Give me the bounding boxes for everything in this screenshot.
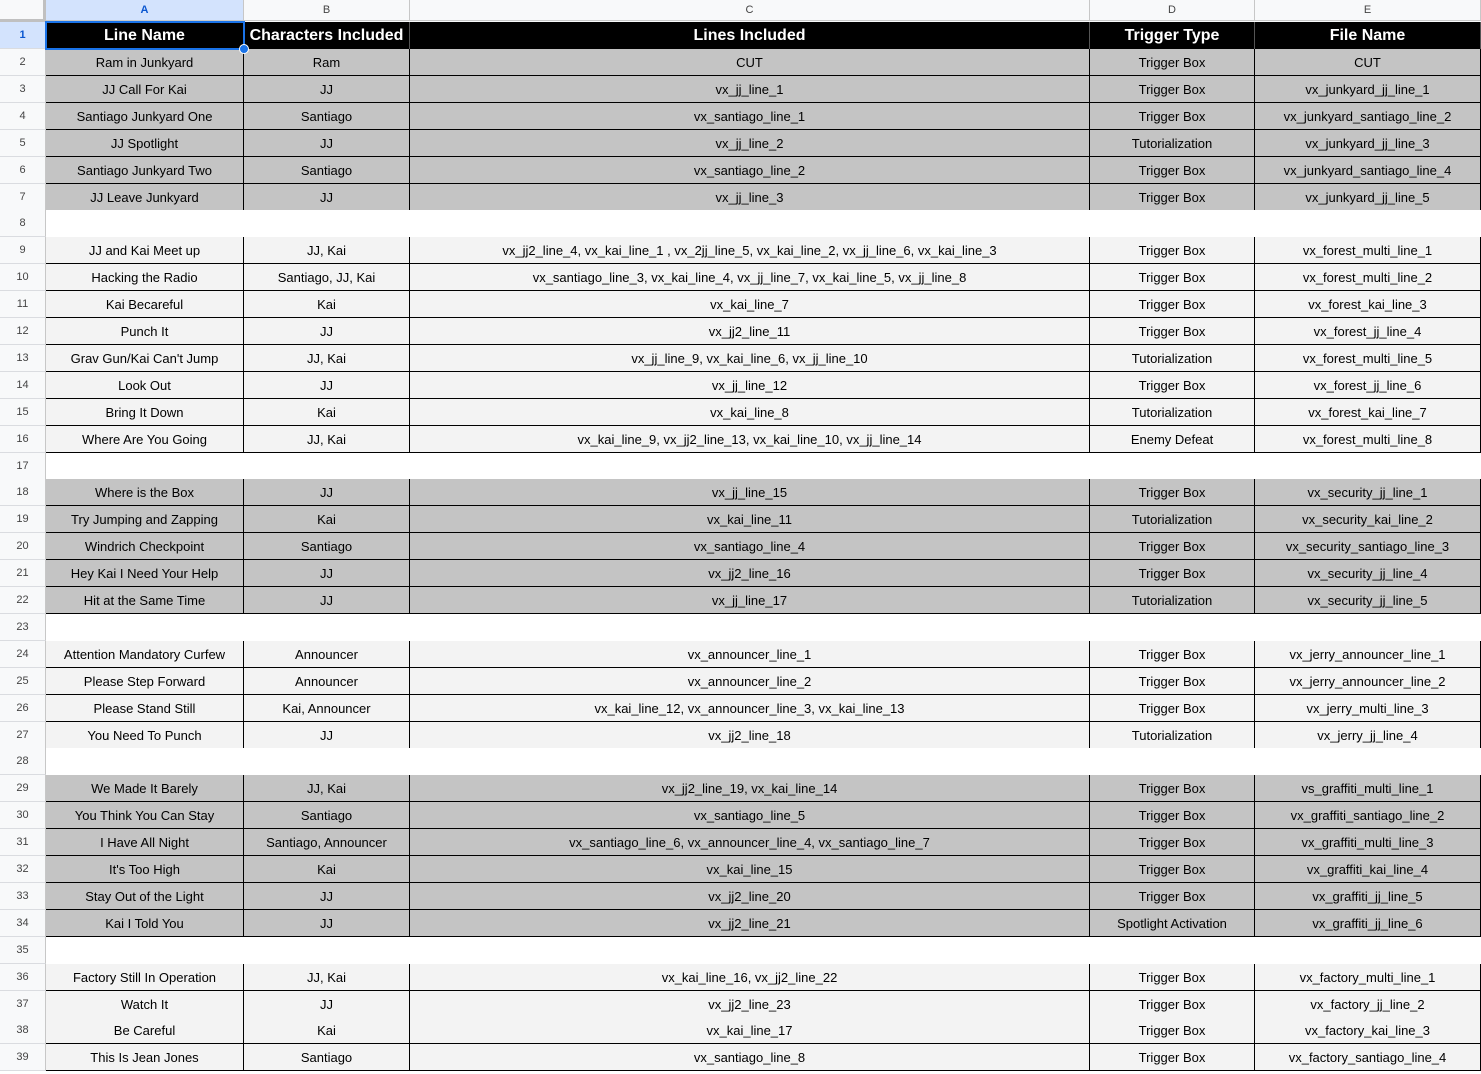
cell-line-name[interactable]: Watch It	[46, 991, 244, 1018]
cell-line-name[interactable]: JJ Call For Kai	[46, 76, 244, 103]
row-number[interactable]: 4	[0, 103, 46, 130]
table-row	[0, 668, 1481, 695]
row-number[interactable]: 2	[0, 49, 46, 76]
cell-characters-included[interactable]: JJ	[244, 76, 410, 103]
row-number[interactable]: 29	[0, 775, 46, 802]
cell-lines-included[interactable]: vx_jj2_line_18	[410, 722, 1090, 749]
cell-characters-included[interactable]: JJ	[244, 318, 410, 345]
cell-lines-included[interactable]: vx_announcer_line_1	[410, 641, 1090, 668]
cell-trigger-type[interactable]	[1090, 210, 1255, 237]
cell-file-name[interactable]: vx_junkyard_jj_line_3	[1255, 130, 1481, 157]
cell-file-name[interactable]: vx_jerry_multi_line_3	[1255, 695, 1481, 722]
cell-trigger-type[interactable]: Trigger Box	[1090, 641, 1255, 668]
column-header-e[interactable]: E	[1255, 0, 1481, 21]
row-number[interactable]: 27	[0, 722, 46, 749]
cell-trigger-type[interactable]: Trigger Box	[1090, 1017, 1255, 1044]
cell-line-name[interactable]: You Need To Punch	[46, 722, 244, 749]
header-row	[0, 22, 1481, 49]
row-number[interactable]: 32	[0, 856, 46, 883]
cell-trigger-type[interactable]: Trigger Box	[1090, 184, 1255, 211]
cell-characters-included[interactable]: Kai	[244, 506, 410, 533]
cell-trigger-type[interactable]: Trigger Box	[1090, 76, 1255, 103]
table-row	[0, 775, 1481, 802]
cell-file-name[interactable]: vs_graffiti_multi_line_1	[1255, 775, 1481, 802]
cell-lines-included[interactable]: vx_kai_line_15	[410, 856, 1090, 883]
cell-lines-included[interactable]: vx_jj_line_1	[410, 76, 1090, 103]
cell-line-name[interactable]: Kai I Told You	[46, 910, 244, 937]
cell-lines-included[interactable]: vx_jj2_line_19, vx_kai_line_14	[410, 775, 1090, 802]
cell-file-name[interactable]: vx_jerry_jj_line_4	[1255, 722, 1481, 749]
cell-file-name[interactable]: vx_junkyard_santiago_line_4	[1255, 157, 1481, 184]
cell-trigger-type[interactable]: Trigger Box	[1090, 291, 1255, 318]
cell-characters-included[interactable]: Kai	[244, 1017, 410, 1044]
table-row	[0, 479, 1481, 506]
cell-characters-included[interactable]	[244, 614, 410, 641]
cell-lines-included[interactable]	[410, 748, 1090, 775]
cell-characters-included[interactable]	[244, 748, 410, 775]
cell-trigger-type[interactable]	[1090, 748, 1255, 775]
select-all-corner[interactable]	[0, 0, 46, 22]
cell-trigger-type[interactable]: Trigger Box	[1090, 964, 1255, 991]
table-row	[0, 291, 1481, 318]
cell-file-name[interactable]: vx_factory_jj_line_2	[1255, 991, 1481, 1018]
cell-file-name[interactable]: vx_security_santiago_line_3	[1255, 533, 1481, 560]
row-number[interactable]: 1	[0, 22, 46, 49]
blank-row	[0, 453, 1481, 480]
cell-characters-included[interactable]: JJ, Kai	[244, 964, 410, 991]
cell-file-name[interactable]: vx_factory_multi_line_1	[1255, 964, 1481, 991]
row-number[interactable]: 22	[0, 587, 46, 614]
header-file-name[interactable]: File Name	[1255, 22, 1481, 49]
cell-line-name[interactable]: Kai Becareful	[46, 291, 244, 318]
table-row	[0, 560, 1481, 587]
table-row	[0, 318, 1481, 345]
cell-file-name[interactable]: vx_security_jj_line_5	[1255, 587, 1481, 614]
cell-line-name[interactable]: Where is the Box	[46, 479, 244, 506]
cell-lines-included[interactable]: vx_kai_line_16, vx_jj2_line_22	[410, 964, 1090, 991]
cell-file-name[interactable]: vx_forest_jj_line_4	[1255, 318, 1481, 345]
cell-lines-included[interactable]: vx_santiago_line_1	[410, 103, 1090, 130]
cell-lines-included[interactable]: CUT	[410, 49, 1090, 76]
cell-line-name[interactable]: Look Out	[46, 372, 244, 399]
blank-row	[0, 614, 1481, 641]
cell-line-name[interactable]: Please Stand Still	[46, 695, 244, 722]
table-row	[0, 506, 1481, 533]
cell-line-name[interactable]	[46, 453, 244, 480]
cell-lines-included[interactable]: vx_kai_line_8	[410, 399, 1090, 426]
row-number[interactable]: 30	[0, 802, 46, 829]
table-row	[0, 130, 1481, 157]
cell-trigger-type[interactable]: Trigger Box	[1090, 237, 1255, 264]
table-row	[0, 76, 1481, 103]
cell-characters-included[interactable]: Santiago	[244, 533, 410, 560]
table-row	[0, 991, 1481, 1018]
cell-trigger-type[interactable]: Trigger Box	[1090, 856, 1255, 883]
table-row	[0, 157, 1481, 184]
cell-line-name[interactable]: Attention Mandatory Curfew	[46, 641, 244, 668]
table-row	[0, 426, 1481, 453]
cell-characters-included[interactable]: Santiago	[244, 802, 410, 829]
cell-characters-included[interactable]	[244, 937, 410, 964]
cell-line-name[interactable]: Be Careful	[46, 1017, 244, 1044]
cell-line-name[interactable]	[46, 937, 244, 964]
row-number[interactable]: 17	[0, 453, 46, 480]
cell-line-name[interactable]: It's Too High	[46, 856, 244, 883]
blank-row	[0, 937, 1481, 964]
table-row	[0, 695, 1481, 722]
cell-line-name[interactable]: Please Step Forward	[46, 668, 244, 695]
cell-file-name[interactable]: vx_forest_multi_line_8	[1255, 426, 1481, 453]
cell-characters-included[interactable]: JJ, Kai	[244, 426, 410, 453]
row-number[interactable]: 16	[0, 426, 46, 453]
cell-characters-included[interactable]: JJ	[244, 587, 410, 614]
cell-file-name[interactable]: vx_forest_multi_line_2	[1255, 264, 1481, 291]
table-row	[0, 829, 1481, 856]
cell-trigger-type[interactable]: Trigger Box	[1090, 103, 1255, 130]
cell-file-name[interactable]: vx_forest_jj_line_6	[1255, 372, 1481, 399]
table-row	[0, 184, 1481, 211]
row-number[interactable]: 15	[0, 399, 46, 426]
cell-characters-included[interactable]: JJ, Kai	[244, 775, 410, 802]
cell-line-name[interactable]: Punch It	[46, 318, 244, 345]
table-row	[0, 722, 1481, 749]
cell-lines-included[interactable]: vx_jj_line_3	[410, 184, 1090, 211]
cell-trigger-type[interactable]: Trigger Box	[1090, 991, 1255, 1018]
cell-lines-included[interactable]: vx_kai_line_7	[410, 291, 1090, 318]
cell-characters-included[interactable]: JJ, Kai	[244, 345, 410, 372]
row-number[interactable]: 20	[0, 533, 46, 560]
cell-lines-included[interactable]	[410, 937, 1090, 964]
cell-lines-included[interactable]: vx_jj_line_17	[410, 587, 1090, 614]
cell-file-name[interactable]: vx_security_kai_line_2	[1255, 506, 1481, 533]
cell-lines-included[interactable]: vx_jj_line_15	[410, 479, 1090, 506]
cell-lines-included[interactable]	[410, 453, 1090, 480]
row-number[interactable]: 38	[0, 1017, 46, 1044]
table-row	[0, 49, 1481, 76]
cell-line-name[interactable]: Santiago Junkyard Two	[46, 157, 244, 184]
row-number[interactable]: 13	[0, 345, 46, 372]
row-number[interactable]: 36	[0, 964, 46, 991]
cell-line-name[interactable]	[46, 748, 244, 775]
cell-characters-included[interactable]: JJ	[244, 372, 410, 399]
cell-characters-included[interactable]: Kai	[244, 291, 410, 318]
cell-lines-included[interactable]: vx_kai_line_9, vx_jj2_line_13, vx_kai_line_10, vx_jj_line_14	[410, 426, 1090, 453]
header-lines-included[interactable]: Lines Included	[410, 22, 1090, 49]
cell-lines-included[interactable]: vx_jj_line_9, vx_kai_line_6, vx_jj_line_10	[410, 345, 1090, 372]
table-row	[0, 910, 1481, 937]
cell-lines-included[interactable]: vx_kai_line_11	[410, 506, 1090, 533]
table-row	[0, 345, 1481, 372]
cell-characters-included[interactable]: Kai	[244, 399, 410, 426]
cell-characters-included[interactable]: Santiago, Announcer	[244, 829, 410, 856]
cell-lines-included[interactable]: vx_santiago_line_6, vx_announcer_line_4, vx_santiago_line_7	[410, 829, 1090, 856]
cell-trigger-type[interactable]: Trigger Box	[1090, 829, 1255, 856]
cell-lines-included[interactable]: vx_jj_line_12	[410, 372, 1090, 399]
cell-file-name[interactable]: vx_graffiti_jj_line_6	[1255, 910, 1481, 937]
cell-line-name[interactable]	[46, 210, 244, 237]
row-number[interactable]: 31	[0, 829, 46, 856]
cell-trigger-type[interactable]: Trigger Box	[1090, 479, 1255, 506]
row-number[interactable]: 10	[0, 264, 46, 291]
cell-trigger-type[interactable]: Trigger Box	[1090, 533, 1255, 560]
cell-trigger-type[interactable]	[1090, 937, 1255, 964]
cell-line-name[interactable]: Grav Gun/Kai Can't Jump	[46, 345, 244, 372]
cell-lines-included[interactable]: vx_announcer_line_2	[410, 668, 1090, 695]
cell-characters-included[interactable]: Santiago	[244, 103, 410, 130]
cell-characters-included[interactable]: JJ	[244, 883, 410, 910]
cell-characters-included[interactable]: Santiago	[244, 1044, 410, 1071]
cell-lines-included[interactable]: vx_santiago_line_5	[410, 802, 1090, 829]
table-row	[0, 964, 1481, 991]
cell-lines-included[interactable]: vx_jj2_line_11	[410, 318, 1090, 345]
cell-line-name[interactable]: Try Jumping and Zapping	[46, 506, 244, 533]
cell-trigger-type[interactable]: Tutorialization	[1090, 722, 1255, 749]
cell-line-name[interactable]: Hit at the Same Time	[46, 587, 244, 614]
cell-file-name[interactable]: vx_security_jj_line_4	[1255, 560, 1481, 587]
cell-characters-included[interactable]: JJ	[244, 184, 410, 211]
cell-file-name[interactable]: vx_junkyard_santiago_line_2	[1255, 103, 1481, 130]
cell-trigger-type[interactable]: Tutorialization	[1090, 587, 1255, 614]
cell-file-name[interactable]: vx_factory_santiago_line_4	[1255, 1044, 1481, 1071]
cell-trigger-type[interactable]: Trigger Box	[1090, 264, 1255, 291]
cell-file-name[interactable]: vx_factory_kai_line_3	[1255, 1017, 1481, 1044]
cell-trigger-type[interactable]: Tutorialization	[1090, 506, 1255, 533]
cell-file-name[interactable]: vx_graffiti_santiago_line_2	[1255, 802, 1481, 829]
cell-lines-included[interactable]: vx_santiago_line_8	[410, 1044, 1090, 1071]
cell-trigger-type[interactable]: Tutorialization	[1090, 345, 1255, 372]
row-number[interactable]: 5	[0, 130, 46, 157]
header-trigger-type[interactable]: Trigger Type	[1090, 22, 1255, 49]
row-number[interactable]: 3	[0, 76, 46, 103]
cell-lines-included[interactable]: vx_santiago_line_2	[410, 157, 1090, 184]
table-row	[0, 587, 1481, 614]
column-header-b[interactable]: B	[244, 0, 410, 21]
header-line-name[interactable]: Line Name	[46, 22, 244, 49]
cell-trigger-type[interactable]: Trigger Box	[1090, 157, 1255, 184]
row-number[interactable]: 39	[0, 1044, 46, 1071]
cell-line-name[interactable]: JJ Spotlight	[46, 130, 244, 157]
cell-characters-included[interactable]: JJ, Kai	[244, 237, 410, 264]
cell-line-name[interactable]: Windrich Checkpoint	[46, 533, 244, 560]
row-number[interactable]: 24	[0, 641, 46, 668]
cell-trigger-type[interactable]: Trigger Box	[1090, 372, 1255, 399]
row-number[interactable]: 19	[0, 506, 46, 533]
cell-characters-included[interactable]: Santiago, JJ, Kai	[244, 264, 410, 291]
cell-characters-included[interactable]: JJ	[244, 991, 410, 1018]
row-number[interactable]: 9	[0, 237, 46, 264]
row-number[interactable]: 8	[0, 210, 46, 237]
cell-trigger-type[interactable]: Trigger Box	[1090, 775, 1255, 802]
cell-characters-included[interactable]: Announcer	[244, 668, 410, 695]
header-characters-included[interactable]: Characters Included	[244, 22, 410, 49]
cell-characters-included[interactable]: Kai, Announcer	[244, 695, 410, 722]
row-number[interactable]: 33	[0, 883, 46, 910]
cell-file-name[interactable]	[1255, 453, 1481, 480]
cell-trigger-type[interactable]	[1090, 614, 1255, 641]
row-number[interactable]: 18	[0, 479, 46, 506]
cell-line-name[interactable]: Factory Still In Operation	[46, 964, 244, 991]
blank-row	[0, 210, 1481, 237]
cell-file-name[interactable]	[1255, 937, 1481, 964]
cell-file-name[interactable]: vx_forest_multi_line_5	[1255, 345, 1481, 372]
cell-file-name[interactable]: CUT	[1255, 49, 1481, 76]
cell-lines-included[interactable]: vx_santiago_line_3, vx_kai_line_4, vx_jj_line_7, vx_kai_line_5, vx_jj_line_8	[410, 264, 1090, 291]
cell-file-name[interactable]: vx_security_jj_line_1	[1255, 479, 1481, 506]
row-number[interactable]: 6	[0, 157, 46, 184]
table-row	[0, 802, 1481, 829]
table-row	[0, 1017, 1481, 1044]
cell-line-name[interactable]: Where Are You Going	[46, 426, 244, 453]
row-number[interactable]: 12	[0, 318, 46, 345]
cell-file-name[interactable]: vx_forest_kai_line_3	[1255, 291, 1481, 318]
table-row	[0, 372, 1481, 399]
row-number[interactable]: 23	[0, 614, 46, 641]
table-row	[0, 1044, 1481, 1071]
cell-characters-included[interactable]	[244, 210, 410, 237]
fill-handle[interactable]	[239, 44, 249, 54]
column-header-row	[0, 0, 1481, 22]
cell-lines-included[interactable]	[410, 614, 1090, 641]
cell-lines-included[interactable]	[410, 210, 1090, 237]
blank-row	[0, 748, 1481, 775]
row-number[interactable]: 14	[0, 372, 46, 399]
column-header-d[interactable]: D	[1090, 0, 1255, 21]
cell-trigger-type[interactable]: Tutorialization	[1090, 130, 1255, 157]
cell-line-name[interactable]: Santiago Junkyard One	[46, 103, 244, 130]
cell-line-name[interactable]: I Have All Night	[46, 829, 244, 856]
cell-line-name[interactable]: Hey Kai I Need Your Help	[46, 560, 244, 587]
column-header-c[interactable]: C	[410, 0, 1090, 21]
cell-file-name[interactable]: vx_jerry_announcer_line_1	[1255, 641, 1481, 668]
cell-trigger-type[interactable]: Trigger Box	[1090, 1044, 1255, 1071]
cell-file-name[interactable]: vx_jerry_announcer_line_2	[1255, 668, 1481, 695]
cell-file-name[interactable]	[1255, 210, 1481, 237]
cell-trigger-type[interactable]: Trigger Box	[1090, 802, 1255, 829]
cell-line-name[interactable]: Hacking the Radio	[46, 264, 244, 291]
cell-characters-included[interactable]	[244, 453, 410, 480]
cell-lines-included[interactable]: vx_jj2_line_4, vx_kai_line_1 , vx_2jj_line_5, vx_kai_line_2, vx_jj_line_6, vx_kai_line_3	[410, 237, 1090, 264]
row-number[interactable]: 21	[0, 560, 46, 587]
cell-file-name[interactable]	[1255, 614, 1481, 641]
cell-lines-included[interactable]: vx_jj2_line_20	[410, 883, 1090, 910]
cell-characters-included[interactable]: Announcer	[244, 641, 410, 668]
table-row	[0, 641, 1481, 668]
row-number[interactable]: 34	[0, 910, 46, 937]
cell-characters-included[interactable]: JJ	[244, 560, 410, 587]
cell-characters-included[interactable]: JJ	[244, 910, 410, 937]
cell-trigger-type[interactable]	[1090, 453, 1255, 480]
cell-lines-included[interactable]: vx_jj2_line_23	[410, 991, 1090, 1018]
cell-lines-included[interactable]: vx_santiago_line_4	[410, 533, 1090, 560]
cell-line-name[interactable]: You Think You Can Stay	[46, 802, 244, 829]
cell-file-name[interactable]: vx_graffiti_kai_line_4	[1255, 856, 1481, 883]
table-row	[0, 533, 1481, 560]
cell-lines-included[interactable]: vx_jj_line_2	[410, 130, 1090, 157]
cell-file-name[interactable]: vx_forest_multi_line_1	[1255, 237, 1481, 264]
cell-line-name[interactable]: JJ and Kai Meet up	[46, 237, 244, 264]
row-number[interactable]: 26	[0, 695, 46, 722]
cell-line-name[interactable]	[46, 614, 244, 641]
cell-trigger-type[interactable]: Tutorialization	[1090, 399, 1255, 426]
cell-trigger-type[interactable]: Trigger Box	[1090, 318, 1255, 345]
row-number[interactable]: 35	[0, 937, 46, 964]
cell-line-name[interactable]: Stay Out of the Light	[46, 883, 244, 910]
cell-characters-included[interactable]: Ram	[244, 49, 410, 76]
table-row	[0, 399, 1481, 426]
cell-lines-included[interactable]: vx_kai_line_12, vx_announcer_line_3, vx_kai_line_13	[410, 695, 1090, 722]
cell-characters-included[interactable]: JJ	[244, 479, 410, 506]
cell-trigger-type[interactable]: Trigger Box	[1090, 883, 1255, 910]
row-number[interactable]: 28	[0, 748, 46, 775]
table-row	[0, 856, 1481, 883]
cell-lines-included[interactable]: vx_jj2_line_21	[410, 910, 1090, 937]
column-header-a[interactable]: A	[46, 0, 244, 21]
cell-line-name[interactable]: We Made It Barely	[46, 775, 244, 802]
cell-file-name[interactable]: vx_junkyard_jj_line_5	[1255, 184, 1481, 211]
cell-trigger-type[interactable]: Enemy Defeat	[1090, 426, 1255, 453]
table-row	[0, 103, 1481, 130]
cell-file-name[interactable]: vx_junkyard_jj_line_1	[1255, 76, 1481, 103]
row-number[interactable]: 37	[0, 991, 46, 1018]
cell-characters-included[interactable]: Kai	[244, 856, 410, 883]
cell-line-name[interactable]: This Is Jean Jones	[46, 1044, 244, 1071]
cell-characters-included[interactable]: JJ	[244, 130, 410, 157]
row-number[interactable]: 7	[0, 184, 46, 211]
cell-line-name[interactable]: Bring It Down	[46, 399, 244, 426]
cell-lines-included[interactable]: vx_kai_line_17	[410, 1017, 1090, 1044]
cell-file-name[interactable]: vx_forest_kai_line_7	[1255, 399, 1481, 426]
row-number[interactable]: 11	[0, 291, 46, 318]
table-row	[0, 264, 1481, 291]
cell-trigger-type[interactable]: Trigger Box	[1090, 560, 1255, 587]
cell-file-name[interactable]: vx_graffiti_jj_line_5	[1255, 883, 1481, 910]
cell-trigger-type[interactable]: Spotlight Activation	[1090, 910, 1255, 937]
cell-characters-included[interactable]: Santiago	[244, 157, 410, 184]
table-row	[0, 237, 1481, 264]
cell-file-name[interactable]: vx_graffiti_multi_line_3	[1255, 829, 1481, 856]
cell-file-name[interactable]	[1255, 748, 1481, 775]
cell-trigger-type[interactable]: Trigger Box	[1090, 695, 1255, 722]
cell-line-name[interactable]: JJ Leave Junkyard	[46, 184, 244, 211]
cell-line-name[interactable]: Ram in Junkyard	[46, 49, 244, 76]
row-number[interactable]: 25	[0, 668, 46, 695]
cell-trigger-type[interactable]: Trigger Box	[1090, 49, 1255, 76]
cell-characters-included[interactable]: JJ	[244, 722, 410, 749]
cell-trigger-type[interactable]: Trigger Box	[1090, 668, 1255, 695]
table-row	[0, 883, 1481, 910]
cell-lines-included[interactable]: vx_jj2_line_16	[410, 560, 1090, 587]
